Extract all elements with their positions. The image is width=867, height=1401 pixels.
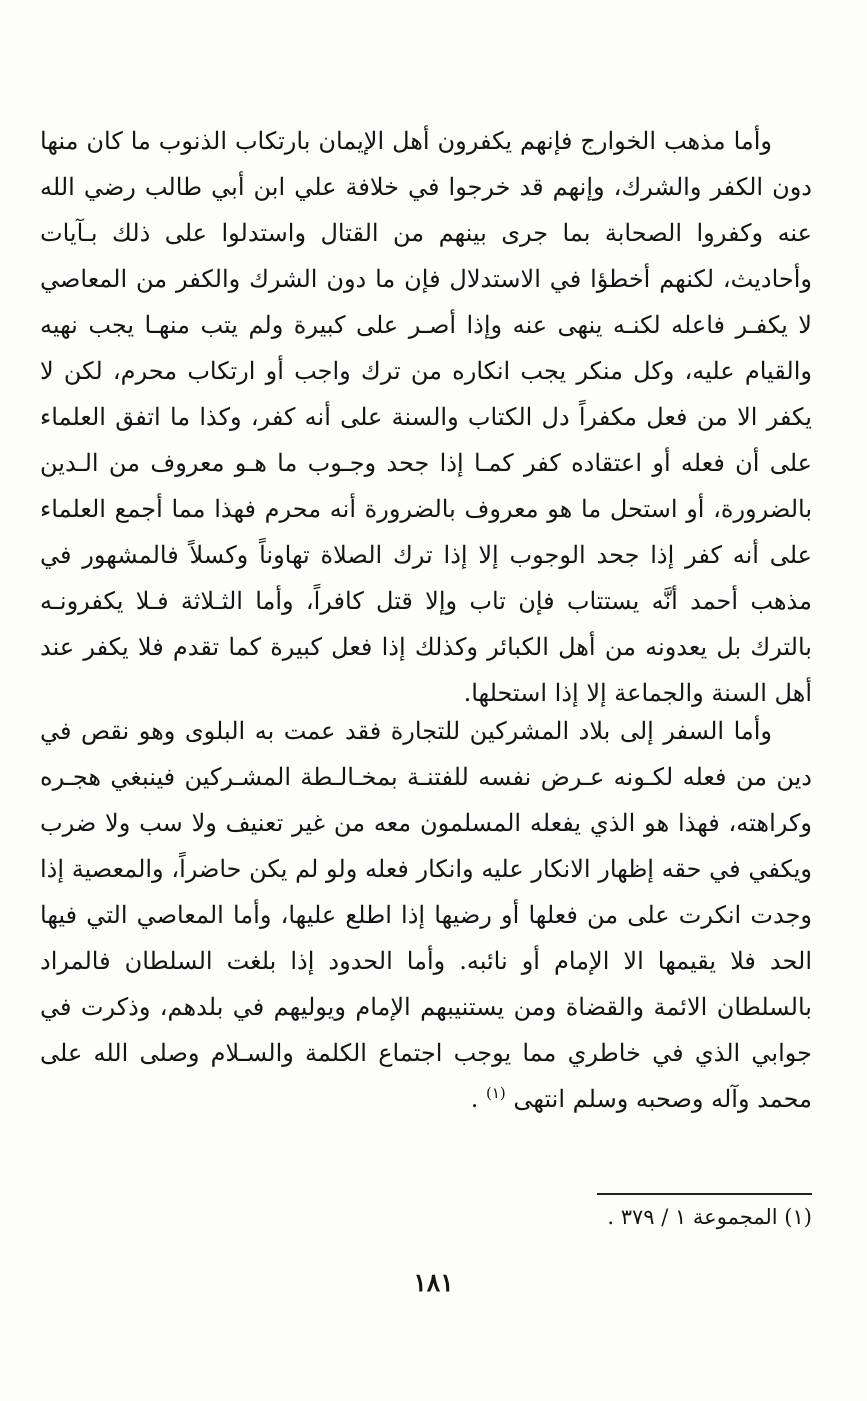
- footnote-divider: [597, 1193, 812, 1195]
- main-text-block-1: [40, 118, 812, 716]
- paragraph-1: [40, 118, 812, 716]
- footnote: [607, 1201, 812, 1233]
- paragraph-2: [40, 708, 812, 1122]
- paragraph-2-trailing: .: [470, 1085, 486, 1113]
- paragraph-2-text: وأما السفر إلى بلاد المشركين للتجارة فقد عمت به البلوى وهو نقص في دين من فعله لكـونه عـرض نفسه للفتنـة بمخـالـطة المشـركين فينبغي هجـره وكراهته، فهذا هو الذي يفعله المسلمون معه من غير تعنيف ولا سب ولا ضرب ويكفي في حقه إظهار الانكار عليه وانكار فعله ولو لم يكن حاضراً، والمعصية إذا وجدت انكرت على من فعلها أو رضيها إذا اطلع عليها، وأما المعاصي التي فيها الحد فلا يقيمها الا الإمام أو نائبه. وأما الحدود إذا بلغت السلطان فالمراد بالسلطان الائمة والقضاة ومن يستنيبهم الإمام ويوليهم في بلدهم، وذكرت في جوابي الذي في خاطري مما يوجب اجتماع الكلمة والسـلام وصلى الله على محمد وآله وصحبه وسلم انتهى: [40, 717, 812, 1113]
- paragraph-1-text: وأما مذهب الخوارج فإنهم يكفرون أهل الإيمان بارتكاب الذنوب ما كان منها دون الكفر والشرك، وإنهم قد خرجوا في خلافة علي ابن أبي طالب رضي الله عنه وكفروا الصحابة بما جرى بينهم من القتال واستدلوا على ذلك بـآيات وأحاديث، لكنهم أخطؤا في الاستدلال فإن ما دون الشرك والكفر من المعاصي لا يكفـر فاعله لكنـه ينهى عنه وإذا أصـر على كبيرة ولم يتب منهـا يجب نهيه والقيام عليه، وكل منكر يجب انكاره من ترك واجب أو ارتكاب محرم، لكن لا يكفر الا من فعل مكفراً دل الكتاب والسنة على أنه كفر، وكذا ما اتفق العلماء على أن فعله أو اعتقاده كفر كمـا إذا جحد وجـوب ما هـو معروف من الـدين بالضرورة، أو استحل ما هو معروف بالضرورة أنه محرم فهذا مما أجمع العلماء على أنه كفر إذا جحد الوجوب إلا إذا ترك الصلاة تهاوناً وكسلاً فالمشهور في مذهب أحمد أنَّه يستتاب فإن تاب وإلا قتل كافراً، وأما الثـلاثة فـلا يكفرونـه بالترك بل يعدونه من أهل الكبائر وكذلك إذا فعل كبيرة كما تقدم فلا يكفر عند أهل السنة والجماعة إلا إذا استحلها.: [40, 127, 812, 707]
- footnote-text: (١) المجموعة ١ / ٣٧٩ .: [607, 1205, 812, 1229]
- main-text-block-2: [40, 708, 812, 1122]
- page-number: ١٨١: [413, 1268, 454, 1297]
- footnote-reference[interactable]: (١): [485, 1084, 506, 1102]
